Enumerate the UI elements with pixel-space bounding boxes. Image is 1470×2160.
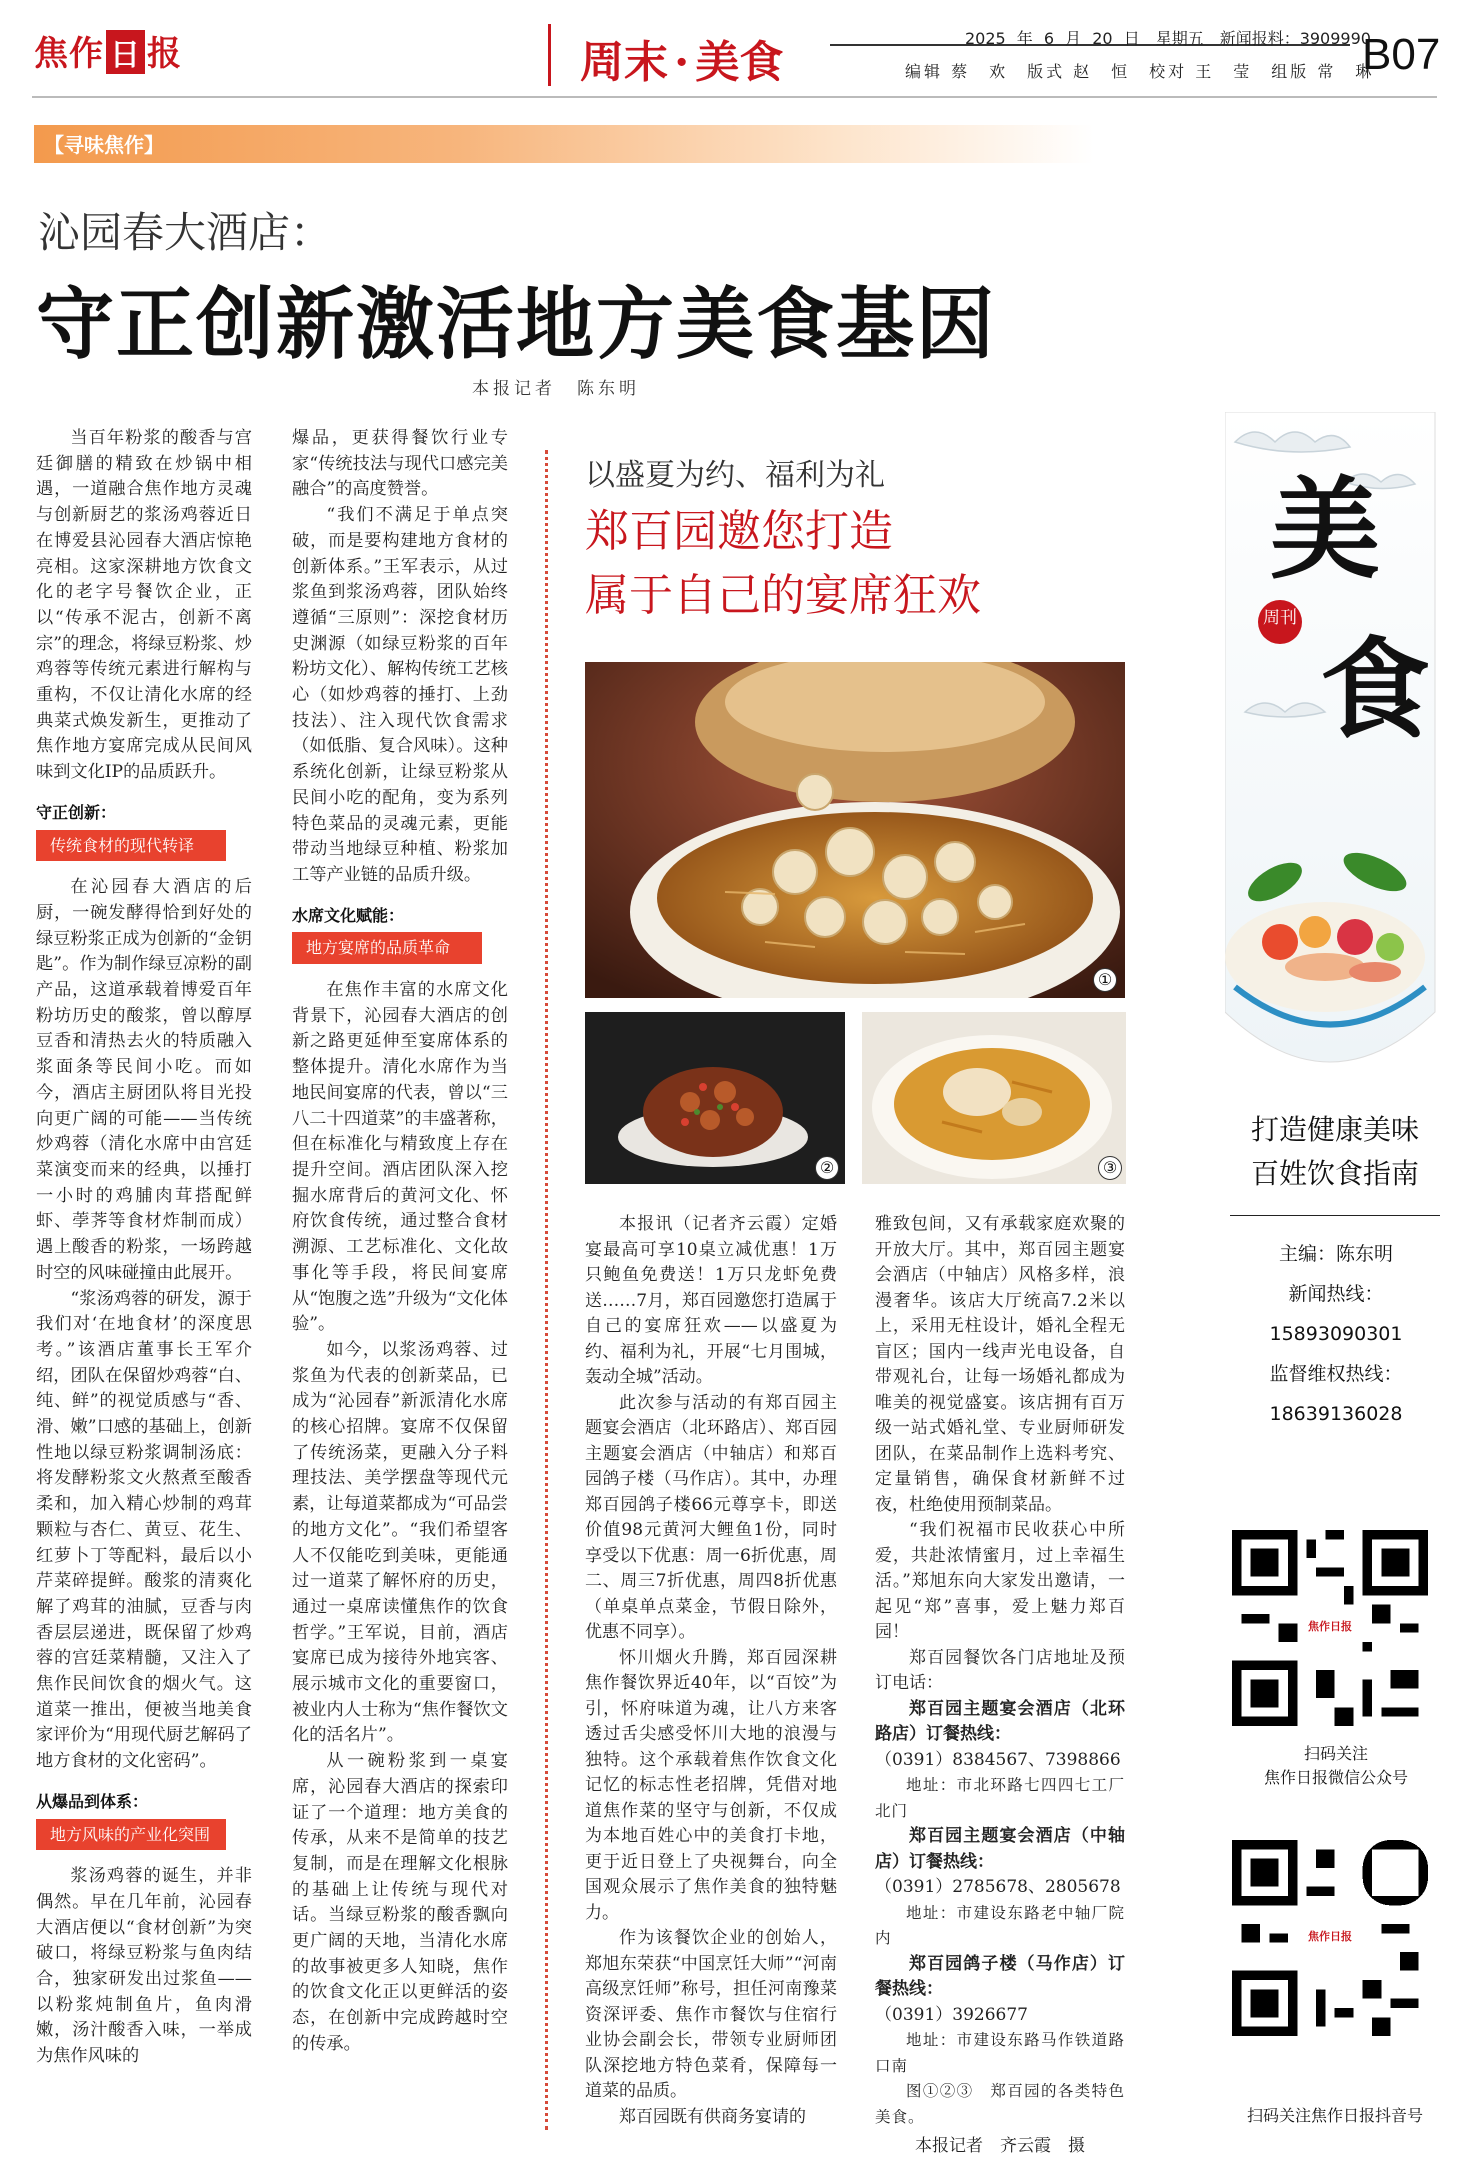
sidebar-rule (1230, 1215, 1440, 1216)
news-hotline: 15893090301 (1269, 1323, 1403, 1345)
banner-badge: 周刊 (1263, 608, 1297, 628)
supervise-hotline: 18639136028 (1269, 1403, 1403, 1425)
paragraph: 郑百园既有供商务宴请的 (619, 2106, 806, 2127)
banner-character: 食 (1320, 625, 1430, 754)
subhead-label: 守正创新： (36, 802, 117, 822)
sidebar-contacts (1226, 1240, 1446, 1440)
paragraph: “我们不满足于单点突破，而是要构建地方食材的创新体系。”王军表示，从过浆鱼到浆汤鸡蓉，团队始终遵循“三原则”：深挖食材历史渊源（如绿豆粉浆的百年粉坊文化）、解构传统工艺核心（如炒鸡蓉的捶打、上劲技法）、注入现代饮食需求（如低脂、复合风味）。这种系统化创新，让绿豆粉浆从民间小吃的配角，变为系列特色菜品的灵魂元素，更能带动当地绿豆种植、粉浆加工等产业链的品质升级。 (292, 505, 508, 885)
qr-caption: 扫码关注 焦作日报微信公众号 (1263, 1744, 1408, 1787)
paragraph: 雅致包间，又有承载家庭欢聚的开放大厅。其中，郑百园主题宴会酒店（中轴店）风格多样，浪漫奢华。该店大厅统高7.2米以上，采用无柱设计，婚礼全程无盲区；国内一线声光电设备，自带观礼台，让每一场婚礼都成为唯美的视觉盛宴。该店拥有百万级一站式婚礼堂、专业厨师研发团队，在菜品制作上选料考究、定量销售，确保食材新鲜不过夜，杜绝使用预制菜品。 (875, 1214, 1125, 1515)
paragraph: 浆汤鸡蓉的诞生，并非偶然。早在几年前，沁园春大酒店便以“食材创新”为突破口，将绿豆粉浆与鱼肉结合，独家研发出过浆鱼——以粉浆炖制鱼片，鱼肉滑嫩，汤汁酸香入味，一举成为焦作风味的 (36, 1866, 252, 2067)
paragraph: 此次参与活动的有郑百园主题宴会酒店（北环路店）、郑百园主题宴会酒店（中轴店）和郑百园鸽子楼（马作店）。其中，办理郑百园鸽子楼66元尊享卡，即送价值98元黄河大鲤鱼1份，同时享受以下优惠：周一6折优惠，周二、周三7折优惠，周四8折优惠（单桌单点菜金，节假日除外，优惠不同享）。 (585, 1392, 837, 1642)
food-photo-chicken-soup (862, 1012, 1126, 1184)
masthead-divider (548, 24, 551, 86)
paragraph: 爆品，更获得餐饮行业专家“传统技法与现代口感完美融合”的高度赞誉。 (292, 428, 508, 500)
article2-column-2 (875, 1212, 1125, 2160)
article2-column-1 (585, 1212, 837, 2130)
douyin-qr-code[interactable] (1232, 1840, 1428, 2036)
article2-headline: 郑百园邀您打造 属于自己的宴席狂欢 (585, 506, 981, 621)
food-photo-dish (585, 1012, 845, 1184)
store-address: 地址：市建设东路老中轴厂院内 (875, 1903, 1125, 1947)
store-address: 地址：市北环路七四四七工厂北门 (875, 1776, 1125, 1820)
column-tag: 【寻味焦作】 (44, 133, 164, 157)
page-number: B07 (1362, 30, 1441, 79)
qr-caption: 扫码关注焦作日报抖音号 (1246, 2106, 1423, 2125)
column-divider (545, 450, 548, 2130)
subhead-bar: 传统食材的现代转译 (36, 830, 226, 862)
qr-logo: 焦作日报 (1298, 1916, 1362, 1958)
store-phone: （0391）2785678、2805678 (875, 1877, 1121, 1897)
store-phone: （0391）3926677 (875, 2004, 1028, 2025)
douyin-icon: ♪ (1384, 1862, 1399, 1887)
column-tag-strip (34, 125, 1094, 163)
news-hotline-label: 新闻热线： (1288, 1283, 1384, 1305)
store-name: 郑百园主题宴会酒店（北环路店）订餐热线： (875, 1698, 1125, 1744)
article-headline: 守正创新激活地方美食基因 (36, 280, 997, 370)
header-rule (32, 96, 1437, 98)
paragraph: 从一碗粉浆到一桌宴席，沁园春大酒店的探索印证了一个道理：地方美食的传承，从来不是简单的技艺复制，而是在理解文化根脉的基础上让传统与现代对话。当绿豆粉浆的酸香飘向更广阔的天地，当清化水席的故事被更多人知晓，焦作的饮食文化正以更鲜活的姿态，在创新中完成跨越时空的传承。 (292, 1751, 508, 2054)
paragraph: 本报讯（记者齐云霞）定婚宴最高可享10桌立减优惠！1万只鲍鱼免费送！1万只龙虾免费送……7月，郑百园邀您打造属于自己的宴席狂欢——以盛夏为约、福利为礼，开展“七月围城，轰动全城”活动。 (585, 1214, 837, 1387)
store-address: 地址：市建设东路马作铁道路口南 (875, 2031, 1125, 2075)
section-title: 周末 · 美食 (580, 37, 784, 88)
photo-caption: 图①②③ 郑百园的各类特色美食。 (875, 2082, 1125, 2126)
chief-editor: 主编：陈东明 (1278, 1243, 1393, 1265)
sidebar-slogan: 打造健康美味 百姓饮食指南 (1250, 1113, 1419, 1190)
paragraph: 郑百园餐饮各门店地址及预订电话： (875, 1647, 1125, 1693)
date-line: 2025 年 6 月 20 日 星期五 新闻报料：3909990 (965, 29, 1371, 48)
article2-kicker: 以盛夏为约、福利为礼 (585, 458, 885, 493)
food-photo-soup (585, 662, 1125, 998)
paragraph: “我们祝福市民收获心中所爱，共赴浓情蜜月，过上幸福生活。”郑旭东向大家发出邀请，一起见“郑”喜事，爱上魅力郑百园！ (875, 1520, 1125, 1642)
paragraph: 怀川烟火升腾，郑百园深耕焦作餐饮界近40年，以“百饺”为引，怀府味道为魂，让八方来客透过舌尖感受怀川大地的浪漫与独特。这个承载着焦作饮食文化记忆的标志性老招牌，凭借对地道焦作菜的坚守与创新，不仅成为本地百姓心中的美食打卡地，更于近日登上了央视舞台，向全国观众展示了焦作美食的独特魅力。 (585, 1647, 837, 1923)
subhead-bar: 地方宴席的品质革命 (292, 932, 482, 964)
store-name: 郑百园鸽子楼（马作店）订餐热线： (875, 1953, 1125, 1999)
store-name: 郑百园主题宴会酒店（中轴店）订餐热线： (875, 1826, 1125, 1872)
article1-column-1 (36, 426, 252, 2070)
subhead-label: 从爆品到体系： (36, 1791, 149, 1811)
weekly-food-banner (1225, 412, 1455, 1132)
staff-line: 编辑 蔡 欢 版式 赵 恒 校对 王 莹 组版 常 琳 (905, 62, 1375, 81)
photo-number: ② (815, 1156, 839, 1180)
store-phone: （0391）8384567、7398866 (875, 1749, 1121, 1770)
wechat-qr-code[interactable] (1232, 1530, 1428, 1726)
paragraph: 作为该餐饮企业的创始人，郑旭东荣获“中国烹饪大师”“河南高级烹饪师”称号，担任河南豫菜资深评委、焦作市餐饮与住宿行业协会副会长，带领专业厨师团队深挖地方特色菜肴，保障每一道菜的品质。 (585, 1928, 837, 2101)
article1-column-2 (292, 426, 508, 2058)
supervise-hotline-label: 监督维权热线： (1269, 1363, 1403, 1385)
photo-number: ③ (1098, 1156, 1122, 1180)
photo-number: ① (1093, 968, 1117, 992)
photo-credit: 本报记者 齐云霞 摄 (915, 2136, 1085, 2156)
paragraph: “浆汤鸡蓉的研发，源于我们对‘在地食材’的深度思考。”该酒店董事长王军介绍，团队在保留炒鸡蓉“白、纯、鲜”的视觉质感与“香、滑、嫩”口感的基础上，创新性地以绿豆粉浆调制汤底：将发酵粉浆文火熬煮至酸香柔和，加入精心炒制的鸡茸颗粒与杏仁、黄豆、花生、红萝卜丁等配料，最后以小芹菜碎提鲜。酸浆的清爽化解了鸡茸的油腻，豆香与肉香层层递进，既保留了炒鸡蓉的宫廷菜精髓，又注入了焦作民间饮食的烟火气。这道菜一推出，便被当地美食家评价为“用现代厨艺解码了地方食材的文化密码”。 (36, 1288, 252, 1772)
paragraph: 如今，以浆汤鸡蓉、过浆鱼为代表的创新菜品，已成为“沁园春”新派清化水席的核心招牌。宴席不仅保留了传统汤菜，更融入分子料理技法、美学摆盘等现代元素，让每道菜都成为“可品尝的地方文化”。“我们希望客人不仅能吃到美味，更能通过一道菜了解怀府的历史，通过一桌席读懂焦作的饮食哲学。”王军说，目前，酒店宴席已成为接待外地宾客、展示城市文化的重要窗口，被业内人士称为“焦作餐饮文化的活名片”。 (292, 1339, 508, 1746)
newspaper-logo: 焦作 日 报 (34, 26, 182, 75)
subhead-bar: 地方风味的产业化突围 (36, 1819, 226, 1851)
subhead-label: 水席文化赋能： (292, 905, 405, 925)
paragraph: 当百年粉浆的酸香与宫廷御膳的精致在炒锅中相遇，一道融合焦作地方灵魂与创新厨艺的浆汤鸡蓉近日在博爱县沁园春大酒店惊艳亮相。这家深耕地方饮食文化的老字号餐饮企业，正以“传承不泥古，创新不离宗”的理念，将绿豆粉浆、炒鸡蓉等传统元素进行解构与重构，不仅让清化水席的经典菜式焕发新生，更推动了焦作地方宴席完成从民间风味到文化IP的品质跃升。 (36, 428, 252, 783)
paragraph: 在沁园春大酒店的后厨，一碗发酵得恰到好处的绿豆粉浆正成为创新的“金钥匙”。作为制作绿豆凉粉的副产品，这道承载着博爱百年粉坊历史的酸浆，曾以醇厚豆香和清热去火的特质融入浆面条等民间小吃。而如今，酒店主厨团队将目光投向更广阔的可能——当传统炒鸡蓉（清化水席中由宫廷菜演变而来的经典，以捶打一小时的鸡脯肉茸搭配鲜虾、荸荠等食材炸制而成）遇上酸香的粉浆，一场跨越时空的风味碰撞由此展开。 (36, 877, 252, 1283)
paragraph: 在焦作丰富的水席文化背景下，沁园春大酒店的创新之路更延伸至宴席体系的整体提升。清化水席作为当地民间宴席的代表，曾以“三八二十四道菜”的丰盛著称，但在标准化与精致度上存在提升空间。酒店团队深入挖掘水席背后的黄河文化、怀府饮食传统，通过整合食材溯源、工艺标准化、文化故事化等手段，将民间宴席从“饱腹之选”升级为“文化体验”。 (292, 980, 508, 1335)
qr-logo: 焦作日报 (1298, 1606, 1362, 1648)
article-byline: 本报记者 陈东明 (472, 379, 640, 399)
banner-character: 美 (1270, 465, 1380, 594)
article-kicker: 沁园春大酒店： (38, 208, 333, 257)
